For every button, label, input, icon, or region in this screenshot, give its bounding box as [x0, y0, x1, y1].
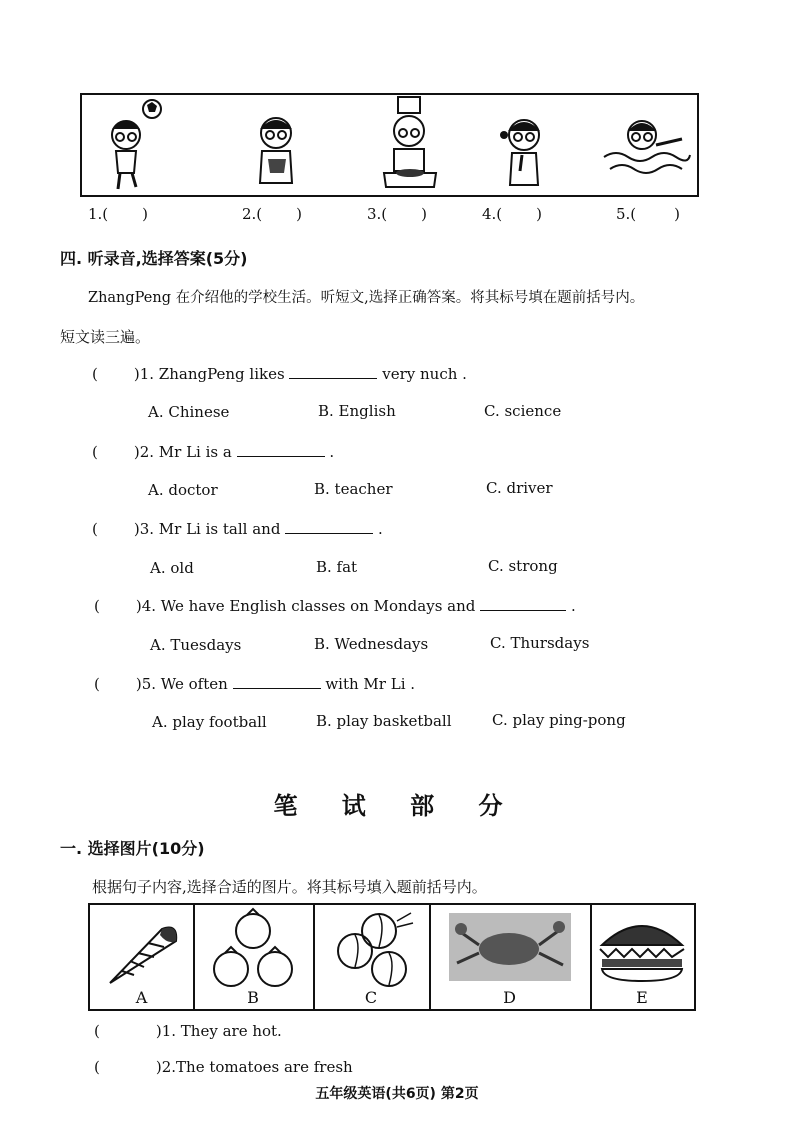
listening-question-4 — [94, 597, 576, 615]
option-c: C. play ping-pong — [492, 711, 626, 729]
option-b: B. Wednesdays — [314, 635, 429, 653]
hamburger-picture — [596, 913, 688, 983]
listening-question-1 — [92, 365, 467, 383]
picture-answer-4[interactable] — [482, 205, 542, 223]
question-text-after: with Mr Li . — [325, 675, 416, 693]
question-text-after: very nuch . — [382, 365, 467, 383]
picture-choice-table — [88, 903, 696, 1011]
picture-answer-5[interactable] — [616, 205, 680, 223]
answer-blank[interactable] — [237, 455, 325, 457]
picture-cell-a — [90, 905, 195, 1009]
picture-answer-2-open: 2.( — [242, 205, 263, 223]
boy-swimming-picture — [602, 109, 692, 189]
part1-instruction: 根据句子内容,选择合适的图片。将其标号填入题前括号内。 — [92, 878, 487, 896]
picture-question-2 — [94, 1058, 353, 1076]
top-picture-strip — [80, 93, 699, 197]
picture-label-d: D — [503, 988, 516, 1007]
picture-question-1 — [94, 1022, 282, 1040]
page-footer: 五年级英语(共6页) 第2页 — [315, 1086, 479, 1102]
answer-bracket[interactable]: ( — [92, 443, 98, 461]
boy-football-picture — [102, 97, 172, 193]
answer-bracket[interactable]: ( — [94, 1058, 100, 1076]
option-b: B. teacher — [314, 480, 393, 498]
question-text-before: )1. ZhangPeng likes — [133, 365, 285, 383]
question-text-before: )4. We have English classes on Mondays and — [135, 597, 476, 615]
listening-question-3 — [92, 520, 383, 538]
ice-cream-cone-picture — [104, 919, 184, 989]
picture-label-a: A — [135, 988, 148, 1007]
section4-instruction-line1: ZhangPeng 在介绍他的学校生活。听短文,选择正确答案。将其标号填在题前括号内。 — [88, 290, 645, 306]
option-a: A. Tuesdays — [150, 636, 242, 654]
question-text-after: . — [570, 597, 576, 615]
answer-blank[interactable] — [289, 377, 377, 379]
option-a: A. doctor — [148, 481, 218, 499]
question-text: )1. They are hot. — [155, 1022, 282, 1040]
answer-bracket[interactable]: ( — [92, 520, 98, 538]
option-a: A. play football — [152, 713, 267, 731]
picture-label-e: E — [636, 988, 648, 1007]
girl-singing-picture — [490, 105, 560, 193]
question-text: )2.The tomatoes are fresh — [155, 1058, 353, 1076]
crab-picture — [447, 911, 573, 983]
option-c: C. science — [484, 402, 562, 420]
section4-heading: 四. 听录音,选择答案(5分) — [60, 249, 248, 268]
picture-answer-2[interactable] — [242, 205, 302, 223]
answer-bracket[interactable]: ( — [94, 675, 100, 693]
section4-instruction-line2: 短文读三遍。 — [60, 328, 151, 346]
picture-answer-3[interactable] — [367, 205, 427, 223]
tomatoes-picture — [207, 905, 299, 991]
written-part-title: 笔 试 部 分 — [273, 792, 521, 820]
listening-question-2 — [92, 443, 334, 461]
question-text-before: )3. Mr Li is tall and — [133, 520, 281, 538]
question-text-after: . — [377, 520, 383, 538]
picture-cell-e — [590, 905, 694, 1009]
picture-answer-1[interactable] — [88, 205, 148, 223]
picture-answer-2-close: ) — [296, 205, 303, 223]
picture-cell-b — [193, 905, 315, 1009]
onions-picture — [331, 907, 415, 989]
option-c: C. Thursdays — [490, 634, 590, 652]
chef-cooking-picture — [374, 95, 454, 195]
question-text-before: )2. Mr Li is a — [133, 443, 232, 461]
part1-heading: 一. 选择图片(10分) — [60, 839, 205, 858]
picture-answer-4-open: 4.( — [482, 205, 503, 223]
option-a: A. old — [150, 559, 194, 577]
option-b: B. play basketball — [316, 712, 452, 730]
listening-question-5 — [94, 675, 415, 693]
answer-blank[interactable] — [480, 609, 566, 611]
picture-cell-c — [313, 905, 431, 1009]
girl-reading-picture — [242, 103, 312, 193]
answer-bracket[interactable]: ( — [94, 1022, 100, 1040]
picture-answer-3-open: 3.( — [367, 205, 388, 223]
answer-blank[interactable] — [233, 687, 321, 689]
answer-blank[interactable] — [285, 532, 373, 534]
picture-label-b: B — [247, 988, 259, 1007]
answer-bracket[interactable]: ( — [94, 597, 100, 615]
option-b: B. English — [318, 402, 396, 420]
picture-answer-3-close: ) — [421, 205, 428, 223]
picture-answer-4-close: ) — [536, 205, 543, 223]
option-b: B. fat — [316, 558, 358, 576]
picture-label-c: C — [364, 988, 378, 1007]
picture-cell-d — [429, 905, 592, 1009]
option-a: A. Chinese — [148, 403, 230, 421]
picture-answer-5-open: 5.( — [616, 205, 637, 223]
option-c: C. driver — [486, 479, 553, 497]
picture-answer-5-close: ) — [674, 205, 681, 223]
picture-answer-1-open: 1.( — [88, 205, 109, 223]
answer-bracket[interactable]: ( — [92, 365, 98, 383]
question-text-before: )5. We often — [135, 675, 228, 693]
question-text-after: . — [329, 443, 335, 461]
picture-answer-1-close: ) — [142, 205, 149, 223]
option-c: C. strong — [488, 557, 558, 575]
